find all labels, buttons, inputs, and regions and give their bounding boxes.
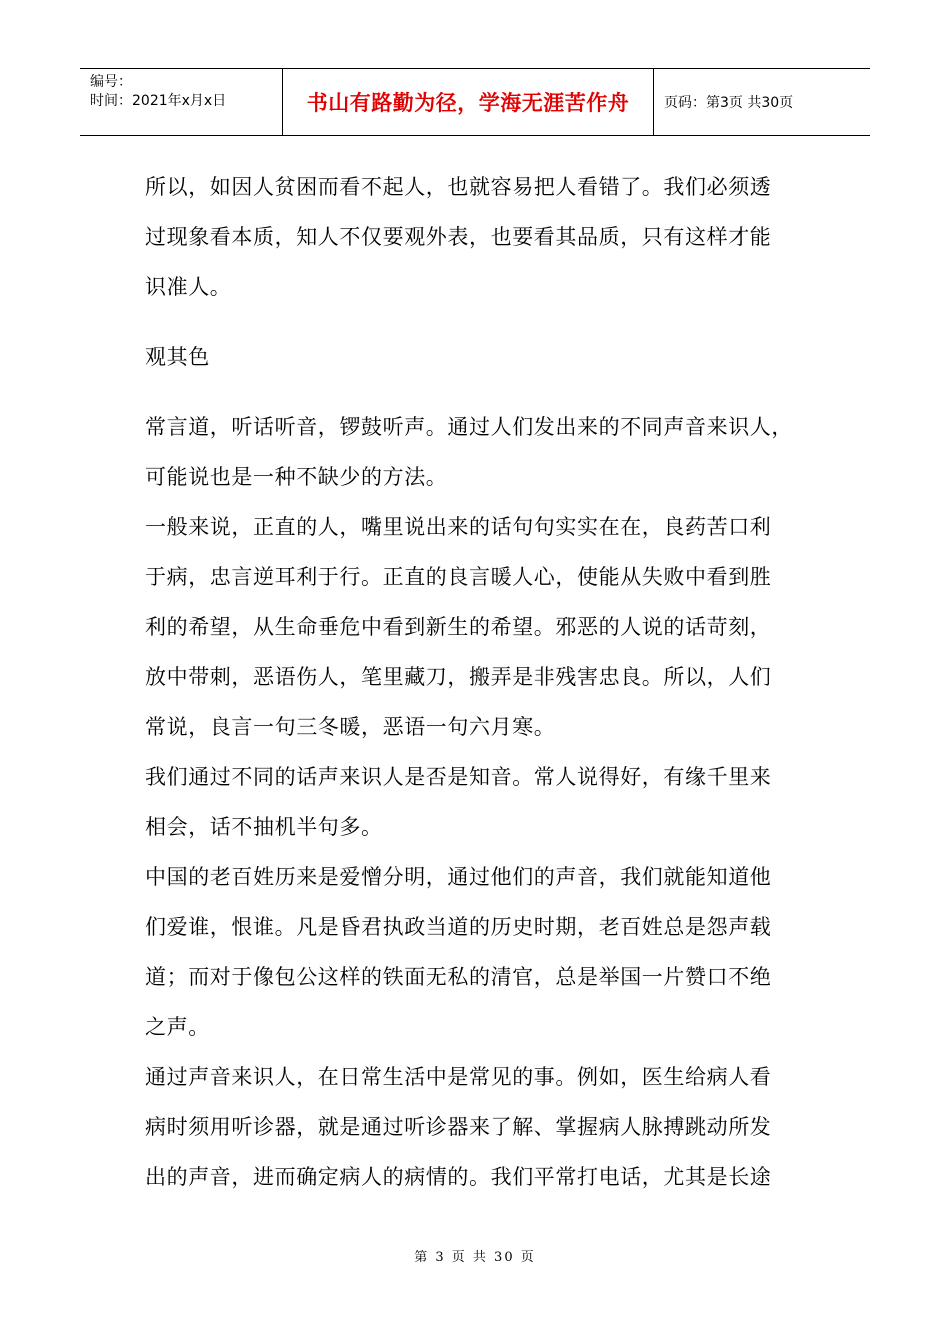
body-line: 中国的老百姓历来是爱憎分明，通过他们的声音，我们就能知道他 [145, 865, 772, 889]
section-heading: 观其色 [145, 345, 210, 369]
body-line: 放中带刺，恶语伤人，笔里藏刀，搬弄是非残害忠良。所以，人们 [145, 665, 772, 689]
body-line: 之声。 [145, 1015, 210, 1039]
body-line: 常说，良言一句三冬暖，恶语一句六月寒。 [145, 715, 556, 739]
body-line: 相会，话不抽机半句多。 [145, 815, 383, 839]
body-line: 一般来说，正直的人，嘴里说出来的话句句实实在在，良药苦口利 [145, 515, 772, 539]
body-line: 所以，如因人贫困而看不起人，也就容易把人看错了。我们必须透 [145, 175, 772, 199]
body-line: 病时须用听诊器，就是通过听诊器来了解、掌握病人脉搏跳动所发 [145, 1115, 772, 1139]
body-line: 通过声音来识人，在日常生活中是常见的事。例如，医生给病人看 [145, 1065, 772, 1089]
page-footer: 第 3 页 共 30 页 [414, 1250, 536, 1265]
body-line: 识准人。 [145, 275, 232, 299]
body-line: 们爱谁，恨谁。凡是昏君执政当道的历史时期，老百姓总是怨声载 [145, 915, 772, 939]
header-page-info: 页码：第3页 共30页 [664, 95, 794, 111]
body-line: 可能说也是一种不缺少的方法。 [145, 465, 448, 489]
header-motto: 书山有路勤为径，学海无涯苦作舟 [282, 69, 654, 135]
body-line: 出的声音，进而确定病人的病情的。我们平常打电话，尤其是长途 [145, 1165, 772, 1189]
number-label: 编号： [90, 74, 132, 90]
time-label: 时间：2021年x月x日 [90, 93, 227, 109]
document-body [145, 162, 815, 1202]
body-line: 于病，忠言逆耳利于行。正直的良言暖人心，使能从失败中看到胜 [145, 565, 772, 589]
page-header [80, 68, 870, 136]
body-line: 道；而对于像包公这样的铁面无私的清官，总是举国一片赞口不绝 [145, 965, 772, 989]
body-line: 常言道，听话听音，锣鼓听声。通过人们发出来的不同声音来识人， [145, 415, 793, 439]
body-line: 过现象看本质，知人不仅要观外表，也要看其品质，只有这样才能 [145, 225, 772, 249]
body-line: 我们通过不同的话声来识人是否是知音。常人说得好，有缘千里来 [145, 765, 772, 789]
header-meta [80, 69, 282, 135]
body-line: 利的希望，从生命垂危中看到新生的希望。邪恶的人说的话苛刻， [145, 615, 772, 639]
